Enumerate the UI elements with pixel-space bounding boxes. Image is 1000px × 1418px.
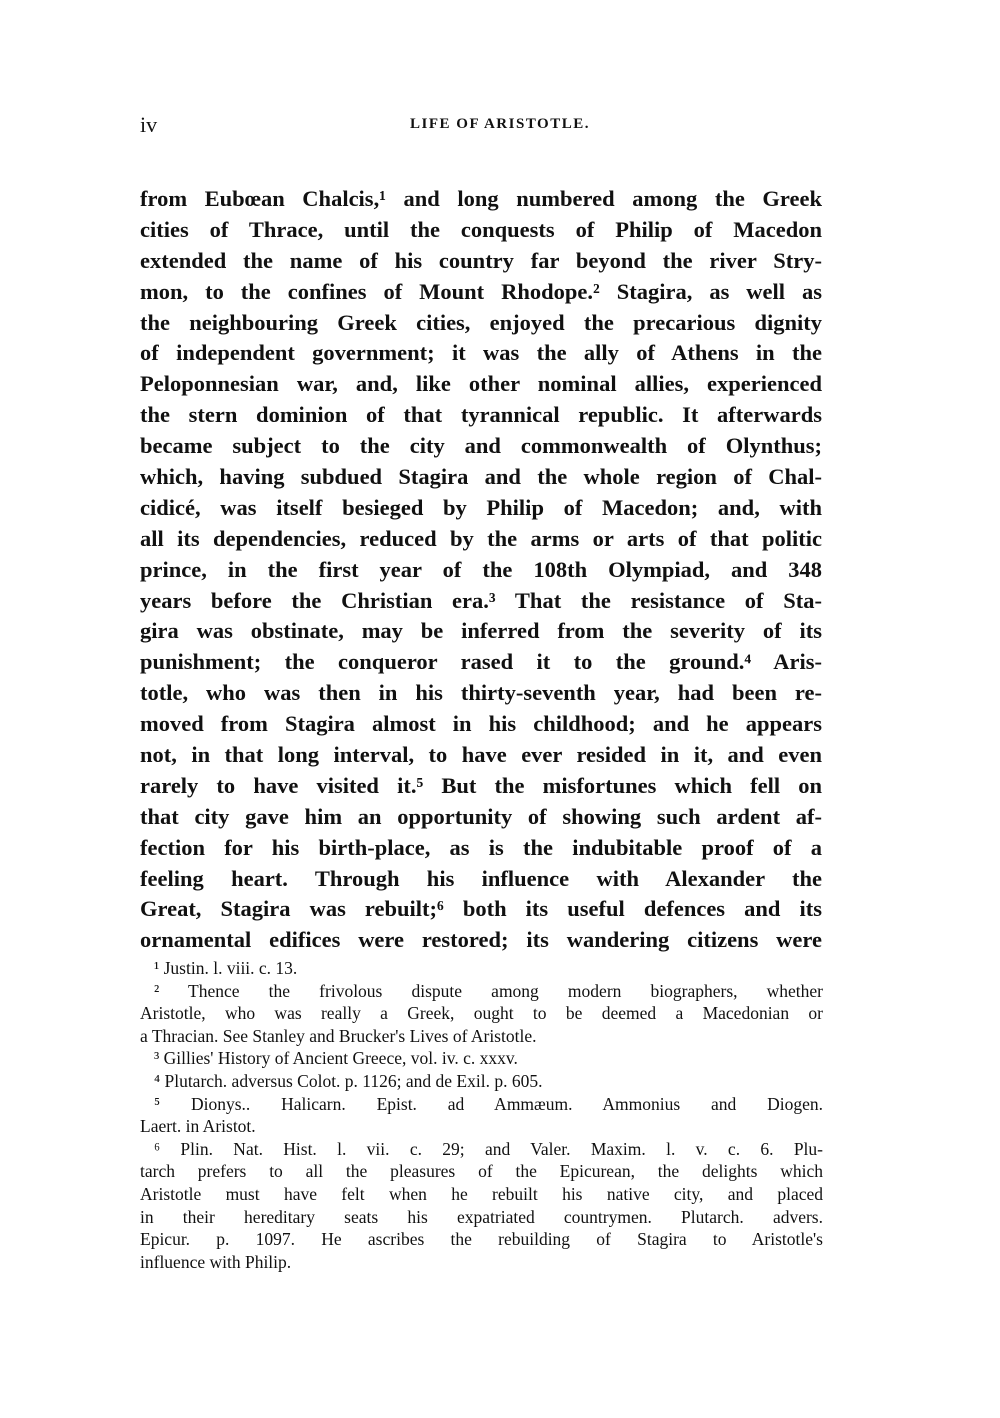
body-line: not, in that long interval, to have ever resided in it, and even — [140, 742, 822, 768]
body-line: extended the name of his country far beyond the river Stry- — [140, 247, 822, 273]
footnote-line: a Thracian. See Stanley and Brucker's Lives of Aristotle. — [140, 1025, 537, 1046]
footnote-line: ¹ Justin. l. viii. c. 13. — [154, 958, 298, 978]
body-line: feeling heart. Through his influence with Alexander the — [140, 865, 822, 891]
footnote-line: ³ Gillies' History of Ancient Greece, vol. iv. c. xxxv. — [154, 1048, 518, 1069]
footnote-line: Aristotle must have felt when he rebuilt his native city, and placed — [140, 1183, 823, 1204]
body-line: ornamental edifices were restored; its wandering citizens were — [140, 927, 822, 953]
footnote-line: ⁴ Plutarch. adversus Colot. p. 1126; and de Exil. p. 605. — [154, 1070, 543, 1091]
body-line: became subject to the city and commonwealth of Olynthus; — [140, 433, 822, 459]
body-line: all its dependencies, reduced by the arms or arts of that politic — [140, 525, 822, 551]
footnote-line: influence with Philip. — [140, 1251, 292, 1272]
body-line: cities of Thrace, until the conquests of Philip of Macedon — [140, 216, 822, 242]
body-line: fection for his birth-place, as is the indubitable proof of a — [140, 834, 822, 860]
footnote-line: ⁶ Plin. Nat. Hist. l. vii. c. 29; and Valer. Maxim. l. v. c. 6. Plu- — [154, 1138, 823, 1159]
footnote-line: Laert. in Aristot. — [140, 1116, 256, 1137]
body-text — [140, 184, 822, 956]
footnote-line: Epicur. p. 1097. He ascribes the rebuilding of Stagira to Aristotle's — [140, 1229, 823, 1250]
page-number: iv — [140, 112, 158, 137]
body-line: cidicé, was itself besieged by Philip of Macedon; and, with — [140, 494, 822, 520]
body-line: punishment; the conqueror rased it to the ground.⁴ Aris- — [140, 649, 822, 675]
footnote-line: tarch prefers to all the pleasures of the Epicurean, the delights which — [140, 1161, 823, 1182]
body-line: from Eubœan Chalcis,¹ and long numbered among the Greek — [140, 186, 822, 211]
body-line: gira was obstinate, may be inferred from the severity of its — [140, 618, 822, 644]
footnote-line: ² Thence the frivolous dispute among modern biographers, whether — [154, 980, 823, 1001]
body-line: that city gave him an opportunity of showing such ardent af- — [140, 803, 822, 829]
footnote-line: Aristotle, who was really a Greek, ought to be deemed a Macedonian or — [140, 1003, 823, 1024]
body-line: rarely to have visited it.⁵ But the misfortunes which fell on — [140, 772, 822, 798]
footnotes — [140, 957, 823, 1273]
footnote-line: in their hereditary seats his expatriated countrymen. Plutarch. advers. — [140, 1206, 823, 1227]
body-line: years before the Christian era.³ That the resistance of Sta- — [140, 587, 822, 613]
body-line: Peloponnesian war, and, like other nominal allies, experienced — [140, 371, 822, 397]
footnote-line: ⁵ Dionys.. Halicarn. Epist. ad Ammæum. Ammonius and Diogen. — [154, 1093, 823, 1114]
body-line: the neighbouring Greek cities, enjoyed the precarious dignity — [140, 309, 822, 335]
body-line: the stern dominion of that tyrannical republic. It afterwards — [140, 402, 822, 428]
body-line: mon, to the confines of Mount Rhodope.² Stagira, as well as — [140, 278, 822, 304]
body-line: prince, in the first year of the 108th Olympiad, and 348 — [140, 556, 822, 582]
body-line: of independent government; it was the ally of Athens in the — [140, 340, 822, 366]
running-title: LIFE OF ARISTOTLE. — [410, 116, 590, 132]
body-line: moved from Stagira almost in his childhood; and he appears — [140, 711, 822, 737]
body-line: Great, Stagira was rebuilt;⁶ both its useful defences and its — [140, 896, 822, 922]
body-line: totle, who was then in his thirty-seventh year, had been re- — [140, 680, 822, 706]
body-line: which, having subdued Stagira and the whole region of Chal- — [140, 464, 822, 490]
